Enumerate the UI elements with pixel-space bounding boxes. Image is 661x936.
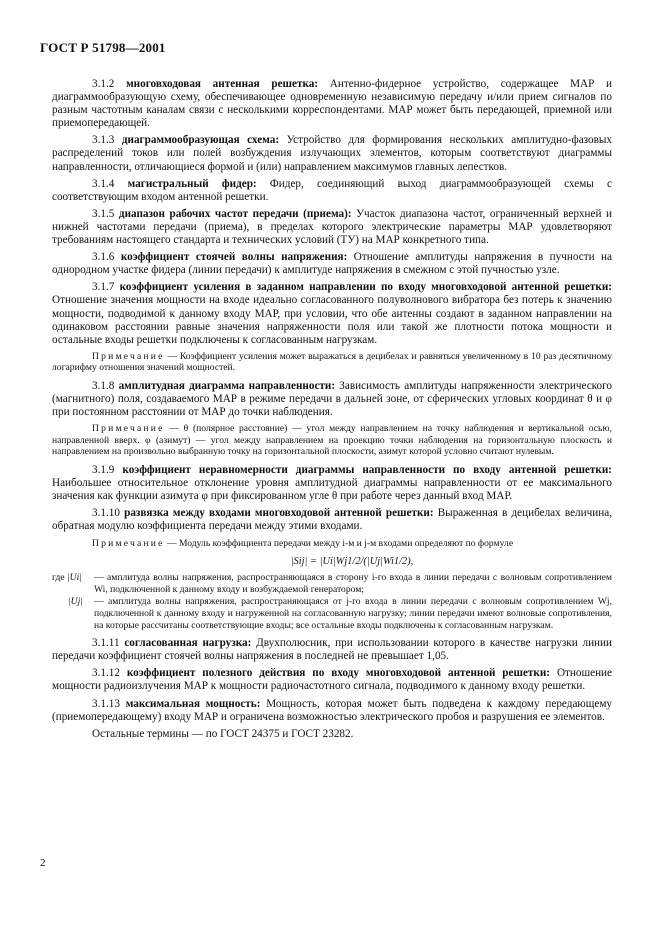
note: Примечание — θ (полярное расстояние) — угол между направлением на точку наблюдения и вертикальной осью, направленной вверх. φ (азимут) — угол между направлением на проекцию точки наблюдения на горизонтальную плоскость и направлением на произвольно выбранную точку на горизонтальной плоскости, азимут которой условно считают нулевым. [52, 423, 612, 458]
legend-key: |Uj| [68, 596, 83, 608]
page-header: ГОСТ Р 51798—2001 [40, 40, 166, 55]
term-paragraph: 3.1.10 развязка между входами многовходовой антенной решетки: Выраженная в децибелах величина, обратная модулю коэффициента передачи между этими входами. [52, 507, 612, 533]
formula-legend [52, 572, 612, 631]
other-terms: Остальные термины — по ГОСТ 24375 и ГОСТ 23282. [92, 727, 354, 740]
document-body [52, 78, 612, 745]
term-paragraph: 3.1.8 амплитудная диаграмма направленности: Зависимость амплитуды напряженности электрического (магнитного) поля, создаваемого МАР в режиме передачи в дальней зоне, от сферических угловых координат θ и φ при постоянном расстоянии от МАР до точки наблюдения. [52, 379, 613, 419]
legend-value: — амплитуда волны напряжения, распространяющаяся от j-го входа в линии передачи с волновым сопротивлением Wj, подключенной к данному входу и нагруженной на согласованную нагрузку; линии передачи имеют волновые сопротивления, на которые рассчитаны соответствующие входы; все остальные входы подключены к согласованным нагрузкам. [94, 596, 612, 631]
term-paragraph: 3.1.5 диапазон рабочих частот передачи (приема): Участок диапазона частот, ограниченный верхней и нижней частотами передачи (приема), в пределах которого электрические параметры МАР удовлетворяют требованиям настоящего стандарта и технических условий (ТУ) на МАР конкретного типа. [52, 207, 612, 247]
page-number: 2 [40, 857, 46, 869]
term-paragraph: 3.1.13 максимальная мощность: Мощность, которая может быть подведена к каждому передающему (приемопередающему) входу МАР и ограничена возможностью электрического пробоя и разрушения ее элементов. [52, 697, 613, 723]
legend-value: — амплитуда волны напряжения, распространяющаяся в сторону i-го входа в линии передачи с волновым сопротивлением Wi, подключенной к данному входу и возбуждаемой генератором; [94, 572, 612, 595]
term-paragraph: 3.1.12 коэффициент полезного действия по входу многовходовой антенной решетки: Отношение мощности радиоизлучения МАР к мощности радиочастотного сигнала, подводимого к данному входу решетки. [52, 667, 613, 693]
legend-key: где |Ui| [52, 572, 82, 584]
note: Примечание — Коэффициент усиления может выражаться в децибелах и равняться увеличенному в 10 раз десятичному логарифму отношения значений мощностей. [52, 350, 612, 374]
term-paragraph: 3.1.6 коэффициент стоячей волны напряжения: Отношение амплитуды напряжения в пучности на однородном участке фидера (линии передачи) к амплитуде напряжения в смежном с этой пучностью узле. [52, 251, 612, 277]
term-paragraph: 3.1.3 диаграммообразующая схема: Устройство для формирования нескольких амплитудно-фазовых распределений токов или полей возбуждения излучающих элементов, которым соответствуют диаграммы направленности, отличающиеся формой и (или) направлением максимумов главных лепестков. [52, 134, 613, 173]
term-paragraph: 3.1.7 коэффициент усиления в заданном направлении по входу многовходовой антенной решетки: Отношение значения мощности на входе идеально согласованного полуволнового вибратора без потерь к значению мощности, подводимой к данному входу МАР, при условии, что обе антенны создают в заданном направлении на одинаковом расстоянии равные значения напряженности поля или такой же плотности потока мощности и остальные входы решетки подключены к согласованным нагрузкам. [52, 281, 612, 346]
legend-row [52, 572, 612, 595]
note: Примечание — Модуль коэффициента передачи между i-м и j-м входами определяют по формуле [92, 537, 514, 549]
term-paragraph: 3.1.11 согласованная нагрузка: Двухполюсник, при использовании которого в качестве нагрузки линии передачи коэффициент стоячей волны напряжения в последней не превышает 1,05. [52, 637, 613, 663]
term-paragraph: 3.1.9 коэффициент неравномерности диаграммы направленности по входу антенной решетки: Наибольшее относительное отклонение уровня амплитудной диаграммы направленности от ее максимального значения как функции азимута φ при фиксированном угле θ при работе через данный вход МАР. [52, 464, 613, 503]
legend-row [52, 596, 612, 631]
term-paragraph: 3.1.2 многовходовая антенная решетка: Антенно-фидерное устройство, содержащее МАР и диаграммообразующую схему, обеспечивающее одновременную независимую передачу и/или прием сигналов по разным частотным каналам связи с несколькими корреспондентами. МАР может быть передающей, приемной или приемопередающей. [52, 78, 613, 130]
term-paragraph: 3.1.4 магистральный фидер: Фидер, соединяющий выход диаграммообразующей схемы с соответствующим входом антенной решетки. [52, 177, 613, 203]
formula: |Sij| = |Ui|Wj1/2/(|Uj|Wi1/2), [290, 556, 414, 568]
